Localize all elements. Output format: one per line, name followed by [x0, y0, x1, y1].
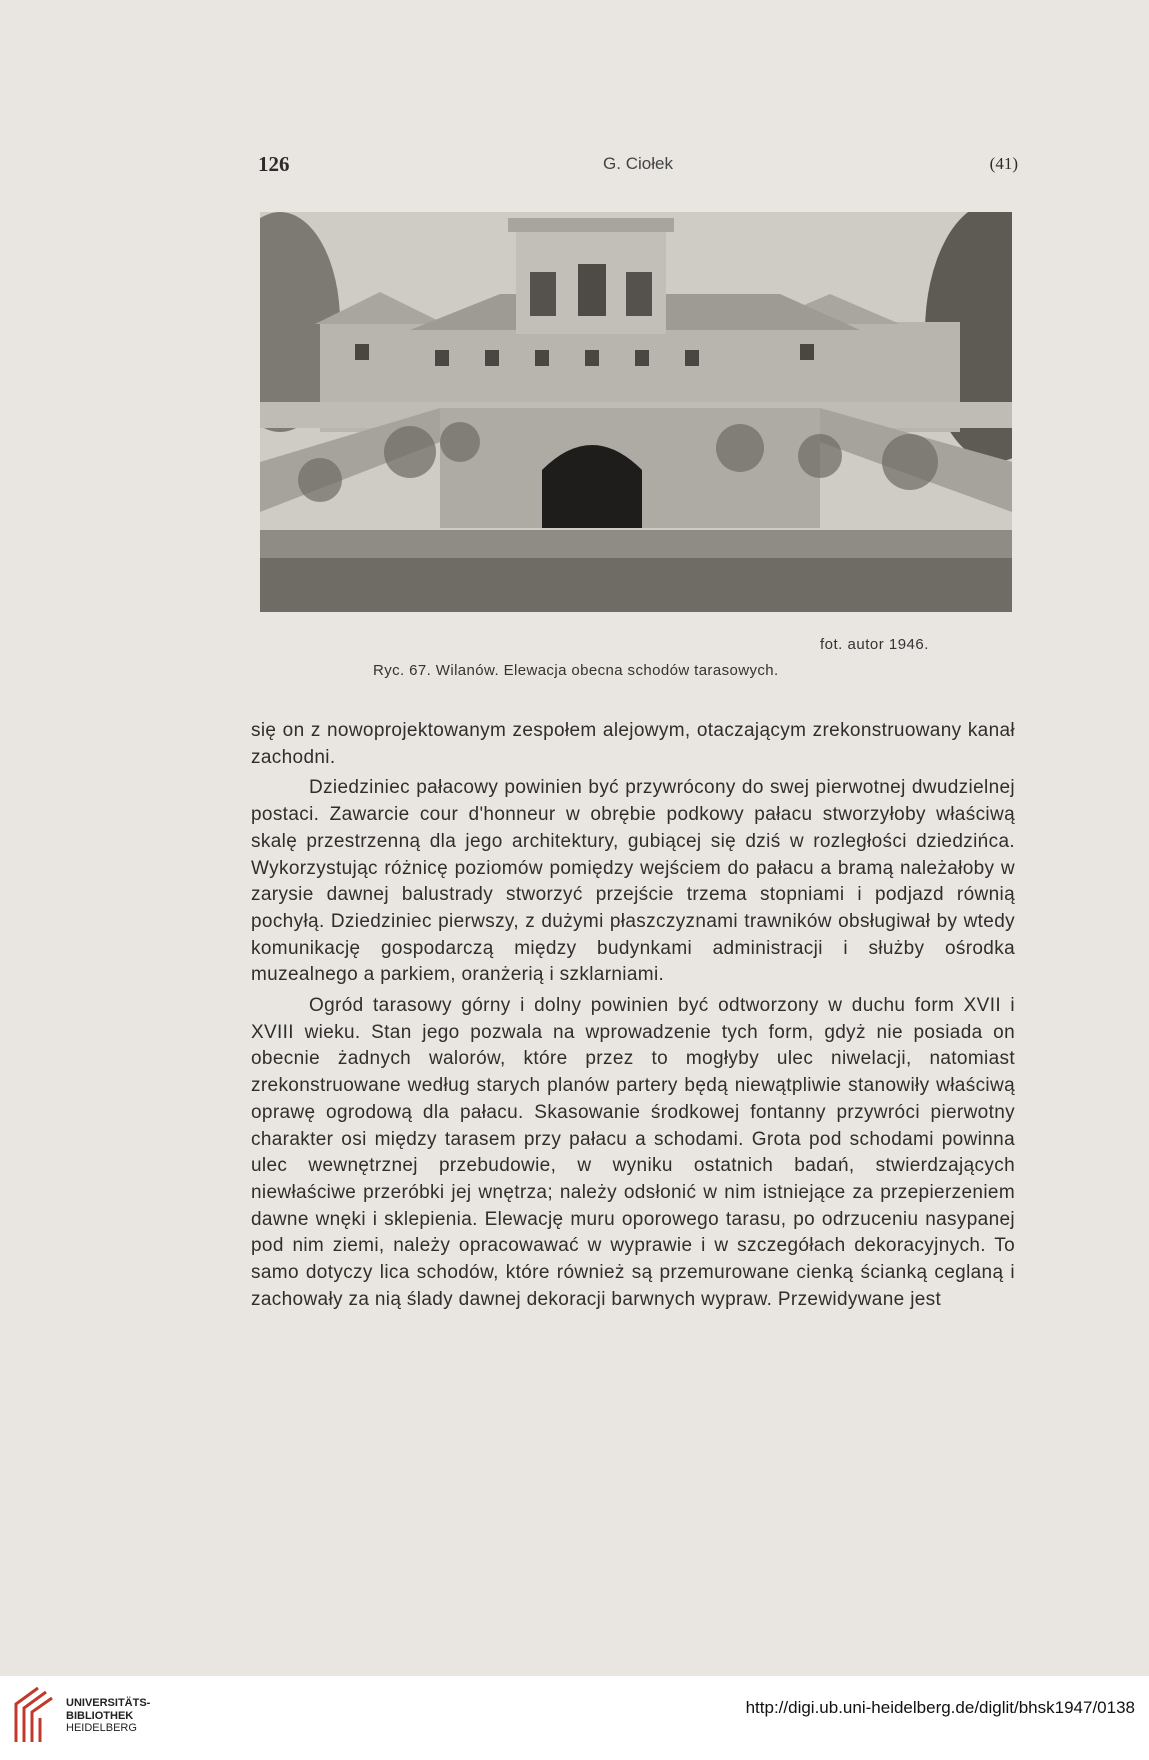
running-head-author: G. Ciołek — [603, 154, 673, 173]
paragraph-3: Ogród tarasowy górny i dolny powinien być odtworzony w duchu form XVII i XVIII wieku. Stan jego pozwala na wprowadzenie tych form, gdyż nie posiada on obecnie żadnych walorów, które przez to mogłyby ulec niwelacji, natomiast zrekonstruowane według starych planów partery będą niewątpliwie stanowiły właściwą oprawę ogrodową dla pałacu. Skasowanie środkowej fontanny przywróci pierwotny charakter osi między tarasem przy pałacu a schodami. Grota pod schodami powinna ulec wewnętrznej przebudowie, w wyniku ostatnich badań, stwierdzających niewłaściwe przeróbki jej wnętrza; należy odsłonić w nim istniejące za przepierzeniem dawne wnęki i sklepienia. Elewację muru oporowego tarasu, po odrzuceniu nasypanej pod nim ziemi, należy opracowawać w wyprawie i w szczegółach dekoracyjnych. To samo dotyczy lica schodów, które również są przemurowane cienką ścianką ceglaną i zachowały za nią ślady dawnej dekoracji barwnych wypraw. Przewidywane jest — [251, 995, 1015, 1310]
figure-caption: Ryc. 67. Wilanów. Elewacja obecna schodów tarasowych. — [373, 662, 779, 679]
library-logo-icon — [12, 1684, 56, 1746]
body-text — [251, 718, 1015, 1317]
library-name-line-3: HEIDELBERG — [66, 1722, 137, 1734]
paragraph-2: Dziedziniec pałacowy powinien być przywrócony do swej pierwotnej dwudzielnej postaci. Zawarcie cour d'honneur w obrębie podkowy pałacu stworzyłoby właściwą skalę przestrzenną dla jego architektury, gubiącej się dziś w rozległości dziedzińca. Wykorzystując różnicę poziomów pomiędzy wejściem do pałacu a bramą należałoby w zarysie dawnej balustrady stworzyć przejście trzema stopniami i podjazd równią pochyłą. Dziedziniec pierwszy, z dużymi płaszczyznami trawników obsługiwał by wtedy komunikację gospodarczą między budynkami administracji i służby ośrodka muzealnego a parkiem, oranżerią i szklarniami. — [251, 777, 1015, 986]
permalink-url[interactable]: http://digi.ub.uni-heidelberg.de/diglit/bhsk1947/0138 — [745, 1698, 1135, 1717]
library-name — [66, 1697, 150, 1735]
photo-credit: fot. autor 1946. — [820, 636, 929, 653]
running-head — [258, 152, 1018, 178]
palace-photograph — [260, 212, 1012, 612]
library-name-line-2: BIBLIOTHEK — [66, 1709, 134, 1722]
paragraph-1: się on z nowoprojektowanym zespołem alejowym, otaczającym zrekonstruowany kanał zachodni. — [251, 720, 1015, 768]
library-footer — [0, 1676, 1149, 1760]
library-name-line-1: UNIVERSITÄTS- — [66, 1697, 151, 1709]
part-number: (41) — [989, 154, 1018, 173]
page-number: 126 — [258, 152, 290, 176]
